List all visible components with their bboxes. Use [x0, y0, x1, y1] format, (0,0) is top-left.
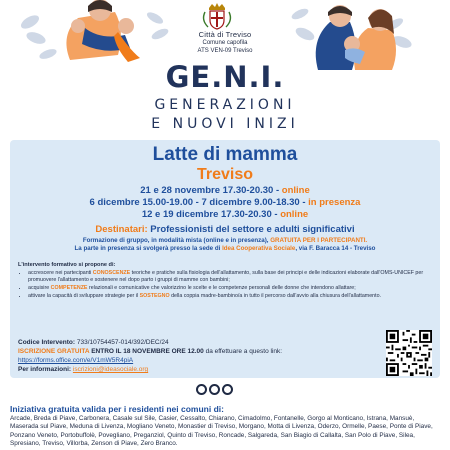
objective-item — [28, 270, 433, 284]
date-line-1-text: 21 e 28 novembre 17.30-20.30 - — [140, 185, 282, 196]
date-line-2 — [10, 197, 440, 209]
geni-logo-line1: GENERAZIONI — [154, 97, 296, 113]
objective-1-keyword: CONOSCENZE — [92, 270, 131, 276]
format-1a: Formazione di gruppo, in modalità mista (online e in presenza), — [82, 237, 271, 244]
event-city: Treviso — [196, 166, 254, 183]
format-2b: Idea Cooperativa Sociale — [222, 245, 296, 252]
date-line-3 — [10, 209, 440, 221]
free-reg-deadline: ENTRO IL 18 NOVEMBRE ORE 12.00 — [89, 348, 204, 355]
objective-2-post: relazionali e comunicative che valorizzino le scelte e le competenze personali delle donne che intendono allattare; — [87, 285, 356, 291]
intervention-code — [18, 338, 358, 347]
objective-1-pre: accrescere nei partecipanti — [28, 270, 93, 276]
objective-1-post: teoriche e pratiche sulla fisiologia dell'allattamento, sulla base dei principi e delle indicazioni elaborate dall'OMS-UNICEF per promuovere l'allattamento e sostenere nel dopo parto i gruppi di mamme con bambini; — [28, 270, 424, 283]
comune-capofila: Comune capofila — [202, 40, 248, 46]
objective-item — [28, 293, 433, 300]
target-audience-text: Professionisti del settore e adulti significativi — [147, 224, 355, 235]
objective-item — [28, 285, 433, 292]
objective-3-pre: attivare la capacità di sviluppare strategie per il — [28, 293, 140, 299]
residents-title: Iniziativa gratuita valida per i residenti nei comuni di: — [10, 404, 224, 414]
city-crest-icon — [199, 2, 235, 30]
objectives-intro: L'intervento formativo si propone di: — [18, 262, 116, 268]
objective-2-keyword: COMPETENZE — [50, 285, 88, 291]
city-name: Città di Treviso — [198, 30, 252, 39]
left-family-illustration — [66, 0, 140, 62]
geni-logo-title: GE.N.I. — [165, 60, 285, 94]
date-line-1-mode: online — [281, 185, 310, 196]
three-dots-decoration — [196, 382, 235, 400]
right-family-illustration — [316, 5, 396, 70]
format-2c: , via F. Baracca 14 - Treviso — [295, 245, 376, 252]
date-line-1 — [10, 185, 440, 197]
free-reg-label: ISCRIZIONE GRATUITA — [18, 348, 90, 355]
dot-icon — [196, 384, 207, 395]
event-title: Latte di mamma — [152, 144, 298, 165]
format-info — [14, 237, 436, 253]
towns-list: Arcade, Breda di Piave, Carbonera, Casale sul Sile, Casier, Cessalto, Chiarano, Cimadolmo, Fontanelle, Gorgo al Monticano, Istrana, Mansuè, Maserada sul Piave, Meduna di Livenza, Mogliano Veneto, Monastier di Treviso, Morgano, Motta di Livenza, Oderzo, Ormelle, Paese, Ponte di Piave, Ponzano Veneto, Portobuffolè, Povegliano, Preganziol, Quinto di Treviso, Roncade, Salgareda, San Biagio di Callalta, San Polo di Piave, Silea, Spresiano, Treviso, Villorba, Zenson di Piave, Zero Branco. — [10, 415, 433, 447]
ats-label: ATS VEN-09 Treviso — [197, 48, 253, 54]
code-value: 733/10754457-014/392/DEC/24 — [75, 339, 169, 346]
target-audience — [10, 224, 440, 236]
format-1b: GRATUITA PER I PARTECIPANTI. — [270, 237, 368, 244]
date-line-3-text: 12 e 19 dicembre 17.30-20.30 - — [141, 209, 281, 220]
event-dates — [10, 185, 440, 221]
format-line-2 — [14, 245, 436, 253]
registration-link[interactable]: https://forms.office.com/e/V1mW5R4piA — [18, 357, 134, 364]
objectives-section — [18, 262, 433, 301]
registration-section — [18, 338, 358, 374]
free-registration — [18, 347, 358, 356]
dot-icon — [209, 384, 220, 395]
info-email-link[interactable]: iscrizioni@ideasociale.org — [72, 366, 149, 373]
objective-3-post: della coppia madre-bambino/a in tutto il percorso dall'avvio alla chiusura dell'allattamento. — [169, 293, 381, 299]
qr-code-icon[interactable] — [386, 330, 432, 376]
target-audience-label: Destinatari: — [95, 224, 148, 235]
free-reg-tail: da effettuare a questo link: — [203, 348, 283, 355]
objective-2-pre: acquisire — [28, 285, 51, 291]
dot-icon — [222, 384, 233, 395]
geni-logo-line2: E NUOVI INIZI — [151, 116, 299, 132]
date-line-2-mode: in presenza — [308, 197, 361, 208]
city-block — [150, 31, 300, 55]
objectives-list — [18, 270, 433, 300]
info-line — [18, 365, 358, 374]
registration-link-line — [18, 356, 358, 365]
format-line-1 — [14, 237, 436, 245]
date-line-3-mode: online — [280, 209, 309, 220]
code-label: Codice Intervento: — [18, 339, 76, 346]
format-2a: La parte in presenza si svolgerà presso la sede di — [74, 245, 223, 252]
date-line-2-text: 6 dicembre 15.00-19.00 - 7 dicembre 9.00-18.30 - — [89, 197, 309, 208]
objective-3-keyword: SOSTEGNO — [139, 293, 170, 299]
info-label: Per informazioni: — [18, 366, 72, 373]
